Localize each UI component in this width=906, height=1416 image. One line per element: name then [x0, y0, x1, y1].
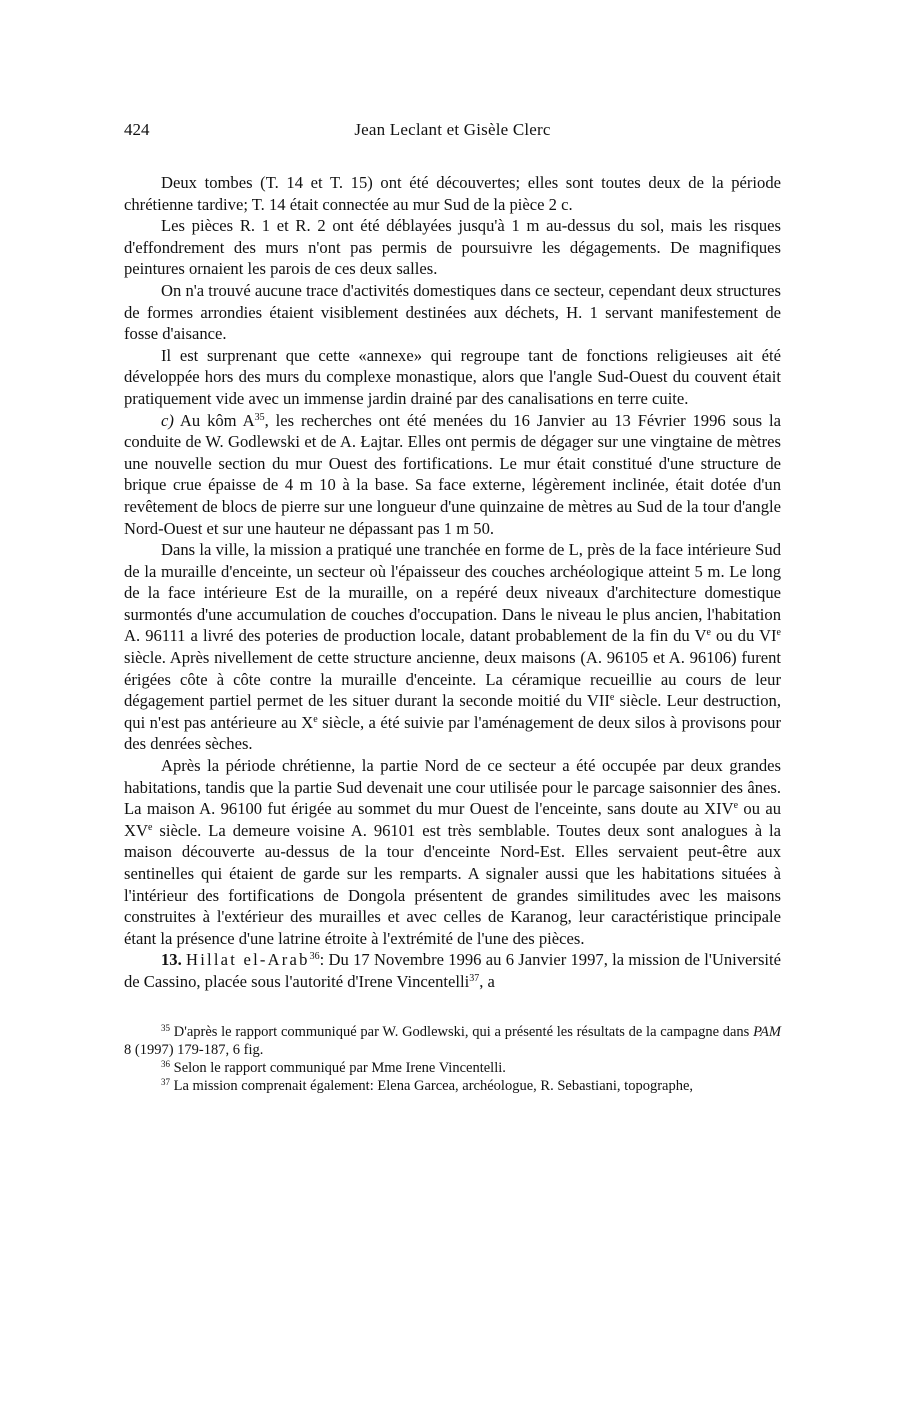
footnote-35 [124, 1023, 781, 1059]
paragraph-annexe: Il est surprenant que cette «annexe» qui regroupe tant de fonctions religieuses ait été développée hors des murs du complexe monastique, alors que l'angle Sud-Ouest du couvent était pratiquement vide avec un immense jardin drainé par des canalisations en terre cuite. [124, 345, 781, 408]
text-span: , les recherches ont été menées du 16 Janvier au 13 Février 1996 sous la conduite de W. Godlewski et de A. Łajtar. Elles ont permis de dégager sur une vingtaine de mètres une nouvelle section du mur Ouest des fortifications. Le mur était constitué d'une structure de brique crue épaisse de 4 m 10 à la base. Sa face externe, légèrement inclinée, était dotée d'un revêtement de blocs de pierre sur une longueur d'une quinzaine de mètres au Sud de la tour d'angle Nord-Ouest et sur une hauteur ne dépassant pas 1 m 50. [124, 410, 781, 538]
text-span: Au kôm A [173, 410, 255, 430]
paragraph-section-13 [124, 949, 781, 992]
site-name: Hillat el-Arab [186, 950, 310, 970]
footnote-36 [124, 1059, 781, 1077]
footnote-37 [124, 1077, 781, 1095]
body-text [124, 172, 781, 993]
text-span: , a [479, 971, 495, 991]
text-span: Dans la ville, la mission a pratiqué une tranchée en forme de L, près de la face intérieure Sud de la muraille d'enceinte, un secteur où l'épaisseur des couches archéologique atteint 5 m. Le long de la face intérieure Est de la muraille, on a repéré deux niveaux d'architecture domestique surmontés d'une accumulation de couches d'occupation. Dans le niveau le plus ancien, l'habitation A. 96111 a livré des poteries de production locale, datant probablement de la fin du V [124, 540, 781, 646]
journal-title: PAM [753, 1023, 781, 1040]
section-number: 13. [161, 950, 182, 970]
paragraph-ville [124, 539, 781, 755]
text-span: Après la période chrétienne, la partie Nord de ce secteur a été occupée par deux grandes habitations, tandis que la partie Sud devenait une cour utilisée pour le parcage saisonnier des ânes. La maison A. 96100 fut érigée au sommet du mur Ouest de l'enceinte, sans doute au XIV [124, 756, 781, 819]
text-span: 8 (1997) 179-187, 6 fig. [124, 1041, 264, 1058]
text-span: ou au XV [124, 799, 781, 840]
text-span: La mission comprenait également: Elena Garcea, archéologue, R. Sebastiani, topographe, [170, 1077, 694, 1094]
superscript: e [706, 627, 711, 639]
text-span: : Du 17 Novembre 1996 au 6 Janvier 1997, la mission de l'Université de Cassino, placée sous l'autorité d'Irene Vincentelli [124, 950, 781, 991]
superscript: e [313, 713, 318, 725]
superscript: e [733, 800, 739, 812]
text-span: D'après le rapport communiqué par W. Godlewski, qui a présenté les résultats de la campagne dans [170, 1023, 754, 1040]
item-label-c: c) [161, 410, 174, 430]
superscript: e [147, 821, 153, 833]
paragraph-pieces: Les pièces R. 1 et R. 2 ont été déblayées jusqu'à 1 m au-dessus du sol, mais les risques d'effondrement des murs n'ont pas permis de poursuivre les dégagements. De magnifiques peintures ornaient les parois de ces deux salles. [124, 216, 781, 279]
running-head [124, 120, 781, 150]
text-span: siècle. La demeure voisine A. 96101 est très semblable. Toutes deux sont analogues à la maison découverte au-dessus de la tour d'enceinte Nord-Est. Elles servaient peut-être aux sentinelles qui étaient de garde sur les remparts. A signaler aussi que les habitations situées à l'intérieur des fortifications de Dongola présentent de grandes similitudes avec les maisons construites à l'extérieur des murailles et avec celles de Karanog, leur caractéristique principale étant la présence d'une latrine étroite à l'extrémité de l'une des pièces. [124, 820, 781, 948]
page [124, 120, 781, 1095]
footnote-number: 35 [161, 1022, 170, 1033]
text-span: siècle, a été suivie par l'aménagement de deux silos à provisons pour des denrées sèches. [124, 712, 781, 754]
footnote-ref-37: 37 [469, 972, 480, 984]
footnote-ref-35: 35 [254, 411, 265, 423]
text-span: siècle. Après nivellement de cette structure ancienne, deux maisons (A. 96105 et A. 96106) furent érigées côte à côte contre la muraille d'enceinte. La céramique recueillie au cours de leur dégagement partiel permet de les situer durant la seconde moitié du VII [124, 648, 781, 711]
paragraph-kom-a [124, 410, 781, 540]
header-authors: Jean Leclant et Gisèle Clerc [354, 120, 551, 139]
text-span: siècle. Leur destruction, qui n'est pas antérieure au X [124, 691, 781, 732]
page-number: 424 [124, 120, 150, 139]
paragraph-tombes: Deux tombes (T. 14 et T. 15) ont été découvertes; elles sont toutes deux de la période chrétienne tardive; T. 14 était connectée au mur Sud de la pièce 2 c. [124, 173, 781, 214]
text-span: Selon le rapport communiqué par Mme Irene Vincentelli. [170, 1059, 506, 1076]
superscript: e [609, 692, 615, 704]
footnote-number: 37 [161, 1076, 170, 1087]
footnote-ref-36: 36 [309, 951, 320, 963]
footnotes [124, 1023, 781, 1095]
text-span: ou du VI [710, 626, 777, 646]
paragraph-apres [124, 755, 781, 949]
superscript: e [776, 627, 781, 639]
footnote-number: 36 [161, 1058, 170, 1069]
paragraph-traces: On n'a trouvé aucune trace d'activités domestiques dans ce secteur, cependant deux structures de formes arrondies étaient visiblement destinées aux déchets, H. 1 servant manifestement de fosse d'aisance. [124, 280, 781, 344]
